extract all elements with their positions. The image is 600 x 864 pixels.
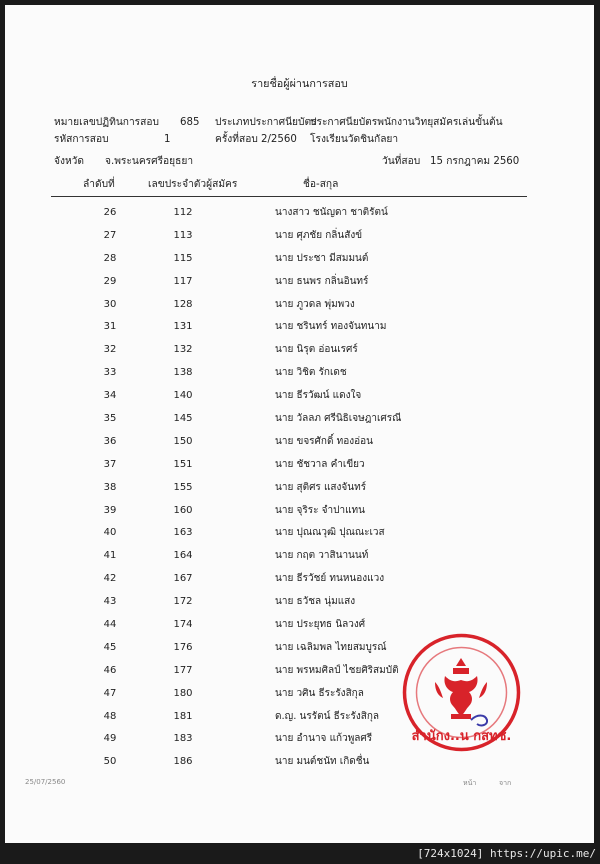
- applicant-id: 186: [173, 756, 193, 768]
- candidate-row: [5, 366, 594, 389]
- applicant-id: 113: [173, 229, 193, 241]
- exam-date-value: 15 กรกฎาคม 2560: [430, 156, 520, 167]
- candidate-name: นาย ศุภชัย กลิ่นสังข์: [275, 229, 363, 241]
- applicant-id: 177: [173, 664, 193, 676]
- row-number: 39: [103, 504, 117, 516]
- candidate-row: [5, 389, 594, 412]
- candidate-name: นาย สุติศร แสงจันทร์: [275, 481, 367, 493]
- footer-of-label: จาก: [499, 779, 512, 787]
- cert-type-value: ประกาศนียบัตรพนักงานวิทยุสมัครเล่นขั้นต้น: [310, 117, 503, 128]
- candidate-row: [5, 229, 594, 252]
- exam-round-label: ครั้งที่สอบ: [215, 134, 258, 145]
- candidate-name: นาย วิชิต รักเดช: [275, 367, 347, 379]
- row-number: 49: [103, 733, 117, 745]
- applicant-id: 172: [173, 596, 193, 608]
- applicant-id: 183: [173, 733, 193, 745]
- applicant-id: 112: [173, 207, 193, 218]
- row-number: 46: [103, 664, 117, 676]
- candidate-row: [5, 504, 594, 527]
- row-number: 45: [103, 641, 117, 653]
- header-divider: [51, 196, 527, 197]
- candidate-name: นาย ประยุทธ นิลวงศ์: [275, 619, 366, 631]
- row-number: 30: [103, 298, 117, 310]
- candidate-name: นาย พรหมศิลป์ ไชยศิริสมบัติ: [275, 664, 399, 676]
- nbtc-seal-stamp: [401, 632, 522, 753]
- row-number: 43: [103, 596, 117, 608]
- row-number: 26: [103, 207, 117, 218]
- candidate-name: นาย วศิน ธีระรังสิกุล: [275, 687, 364, 699]
- row-number: 37: [103, 458, 117, 470]
- applicant-id: 140: [173, 390, 193, 402]
- candidate-name: นาย จุริระ จำปาแทน: [275, 504, 365, 516]
- applicant-id: 174: [173, 619, 193, 631]
- row-number: 47: [103, 687, 117, 699]
- column-header-applicant-id: เลขประจำตัวผู้สมัคร: [148, 179, 238, 190]
- candidate-row: [5, 572, 594, 595]
- candidate-row: [5, 412, 594, 435]
- row-number: 38: [103, 481, 117, 493]
- candidate-row: [5, 275, 594, 298]
- footer-date: 25/07/2560: [25, 778, 66, 786]
- exam-date-label: วันที่สอบ: [382, 156, 421, 167]
- scanned-document-page: [5, 5, 594, 843]
- candidate-name: นาย ธีรวัฒน์ แดงใจ: [275, 390, 362, 402]
- license-value: 685: [180, 117, 200, 128]
- row-number: 48: [103, 710, 117, 722]
- candidate-row: [5, 549, 594, 572]
- applicant-id: 181: [173, 710, 193, 722]
- row-number: 33: [103, 367, 117, 379]
- row-number: 32: [103, 344, 117, 356]
- exam-round-value: 2/2560: [261, 134, 297, 145]
- candidate-name: นาย วัลลภ ศรีนิธิเจษฎาเศรณี: [275, 413, 402, 425]
- candidate-name: นางสาว ชนัญดา ชาติรัตน์: [275, 207, 388, 218]
- candidate-name: นาย มนต์ชนัท เกิดชื่น: [275, 756, 370, 768]
- candidate-row: [5, 252, 594, 275]
- row-number: 41: [103, 550, 117, 562]
- row-number: 44: [103, 619, 117, 631]
- applicant-id: 176: [173, 641, 193, 653]
- row-number: 42: [103, 573, 117, 585]
- candidate-row: [5, 343, 594, 366]
- candidate-row: [5, 755, 594, 778]
- row-number: 28: [103, 252, 117, 264]
- candidate-name: นาย ขจรศักดิ์ ทองอ่อน: [275, 435, 373, 447]
- row-number: 27: [103, 229, 117, 241]
- exam-code-value: 1: [164, 134, 171, 145]
- row-number: 50: [103, 756, 117, 768]
- candidate-name: นาย ธวัชล นุ่มแสง: [275, 596, 356, 608]
- row-number: 31: [103, 321, 117, 333]
- row-number: 34: [103, 390, 117, 402]
- candidate-name: นาย ธีรวัชย์ ทนหนองแวง: [275, 573, 385, 585]
- applicant-id: 145: [173, 413, 193, 425]
- applicant-id: 117: [173, 275, 193, 287]
- applicant-id: 128: [173, 298, 193, 310]
- applicant-id: 160: [173, 504, 193, 516]
- candidate-row: [5, 458, 594, 481]
- image-host-caption: [724x1024] https://upic.me/: [417, 847, 596, 860]
- applicant-id: 138: [173, 367, 193, 379]
- applicant-id: 151: [173, 458, 193, 470]
- applicant-id: 167: [173, 573, 193, 585]
- applicant-id: 150: [173, 435, 193, 447]
- applicant-id: 164: [173, 550, 193, 562]
- candidate-row: [5, 435, 594, 458]
- column-header-full-name: ชื่อ-สกุล: [303, 179, 339, 190]
- candidate-name: นาย ชรินทร์ ทองจันทนาม: [275, 321, 387, 333]
- row-number: 35: [103, 413, 117, 425]
- candidate-name: นาย ปุณณวุฒิ ปุณณะเวส: [275, 527, 385, 539]
- candidate-name: นาย ธนพร กลิ่นอินทร์: [275, 275, 369, 287]
- candidate-name: นาย เฉลิมพล ไทยสมบูรณ์: [275, 641, 387, 653]
- candidate-row: [5, 595, 594, 618]
- row-number: 36: [103, 435, 117, 447]
- cert-type-label: ประเภทประกาศนียบัตร: [215, 117, 317, 128]
- candidate-row: [5, 526, 594, 549]
- applicant-id: 163: [173, 527, 193, 539]
- candidate-name: นาย นิรุต อ่อนเรศร์: [275, 344, 358, 356]
- applicant-id: 131: [173, 321, 193, 333]
- column-header-number: ลำดับที่: [83, 179, 115, 190]
- province-label: จังหวัด: [54, 156, 84, 167]
- row-number: 40: [103, 527, 117, 539]
- candidate-row: [5, 320, 594, 343]
- candidate-row: [5, 206, 594, 229]
- svg-text:สำนักง..น กสทช.: สำนักง..น กสทช.: [411, 729, 512, 744]
- candidate-row: [5, 298, 594, 321]
- row-number: 29: [103, 275, 117, 287]
- candidate-name: นาย ประชา มีสมมนต์: [275, 252, 369, 264]
- document-title: รายชื่อผู้ผ่านการสอบ: [251, 77, 348, 90]
- candidate-name: ด.ญ. นรรัตน์ ธีระรังสิกุล: [275, 710, 380, 722]
- candidate-name: นาย ชัชวาล คำเขียว: [275, 458, 365, 470]
- license-label: หมายเลขปฏิทินการสอบ: [54, 117, 159, 128]
- applicant-id: 132: [173, 344, 193, 356]
- candidate-name: นาย ภูวดล พุ่มพวง: [275, 298, 355, 310]
- candidate-row: [5, 481, 594, 504]
- exam-place-value: โรงเรียนวัดชินกัลยา: [310, 134, 399, 145]
- applicant-id: 155: [173, 481, 193, 493]
- exam-code-label: รหัสการสอบ: [54, 134, 109, 145]
- province-value: จ.พระนครศรีอยุธยา: [105, 156, 194, 167]
- candidate-name: นาย อำนาจ แก้วพูลศรี: [275, 733, 373, 745]
- candidate-name: นาย กฤต วาสินานนท์: [275, 550, 369, 562]
- applicant-id: 115: [173, 252, 193, 264]
- applicant-id: 180: [173, 687, 193, 699]
- footer-page-label: หน้า: [463, 779, 477, 787]
